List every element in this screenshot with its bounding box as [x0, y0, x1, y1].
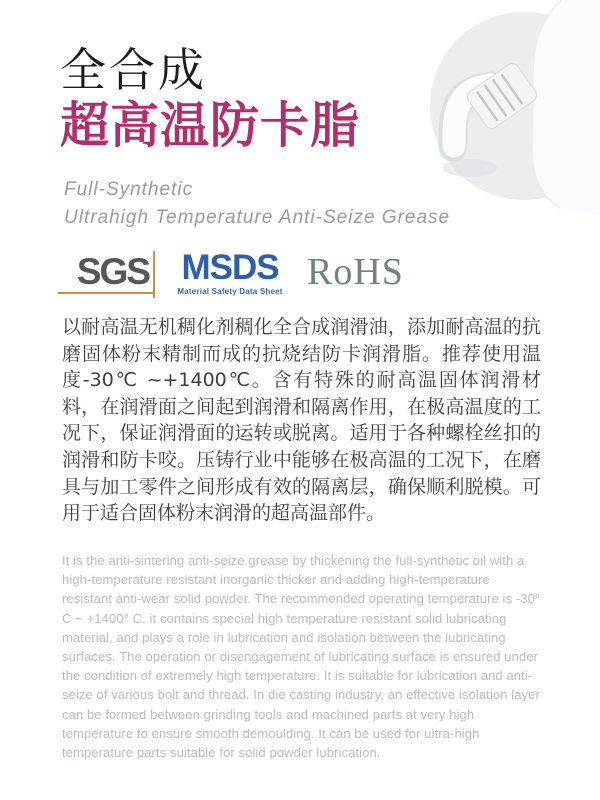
tube-body	[532, 0, 600, 216]
page-title-cn: 全合成	[60, 43, 207, 97]
page-subtitle-en	[64, 176, 450, 232]
page-title-accent: 超高温防卡脂	[60, 97, 361, 154]
sgs-logo-underline	[58, 292, 153, 294]
nozzle-shadow	[443, 159, 497, 177]
msds-logo-label: MSDS	[181, 248, 279, 287]
description-chinese: 以耐高温无机稠化剂稠化全合成润滑油，添加耐高温的抗磨固体粉末精制而成的抗烧结防卡润滑脂。推荐使用温度-30℃ ~+1400℃。含有特殊的耐高温固体润滑材料，在润滑面之间起到润滑和隔离作用，在极高温度的工况下，保证润滑面的运转或脱离。适用于各种螺栓丝扣的润滑和防卡咬。压铸行业中能够在极高温的工况下，在磨具与加工零件之间形成有效的隔离层，确保顺利脱模。可用于适合固体粉末润滑的超高温部件。	[62, 316, 541, 525]
sgs-logo-vertical-line	[153, 251, 155, 298]
cert-badge-msds	[168, 250, 292, 297]
subtitle-line-1: Full-Synthetic	[64, 179, 194, 200]
description-english: It is the anti-sintering anti-seize grease by thickening the full-synthetic oil with a high-temperature resistant inorganic thicker and adding high-temperature resistant anti-wear solid powder. The recommended operating temperature is -30° C ~ +1400° C. it contains special high temperature resistant solid lubricating material, and plays a role in lubrication and isolation between the lubricating surfaces. The operation or disengagement of lubricating surface is ensured under the condition of extremely high temperature. It is suitable for lubrication and anti-seize of various bolt and thread. In die casting industry, an effective isolation layer can be formed between grinding tools and machined parts at very high temperature to ensure smooth demoulding. It can be used for ultra-high temperature parts suitable for solid powder lubrication.	[62, 553, 541, 761]
cert-badge-sgs	[58, 251, 155, 298]
subtitle-line-2: Ultrahigh Temperature Anti-Seize Grease	[64, 207, 451, 228]
sgs-logo-label: SGS	[76, 251, 149, 292]
cert-badge-rohs: RoHS	[307, 251, 404, 293]
msds-logo-sublabel: Material Safety Data Sheet	[177, 287, 283, 296]
